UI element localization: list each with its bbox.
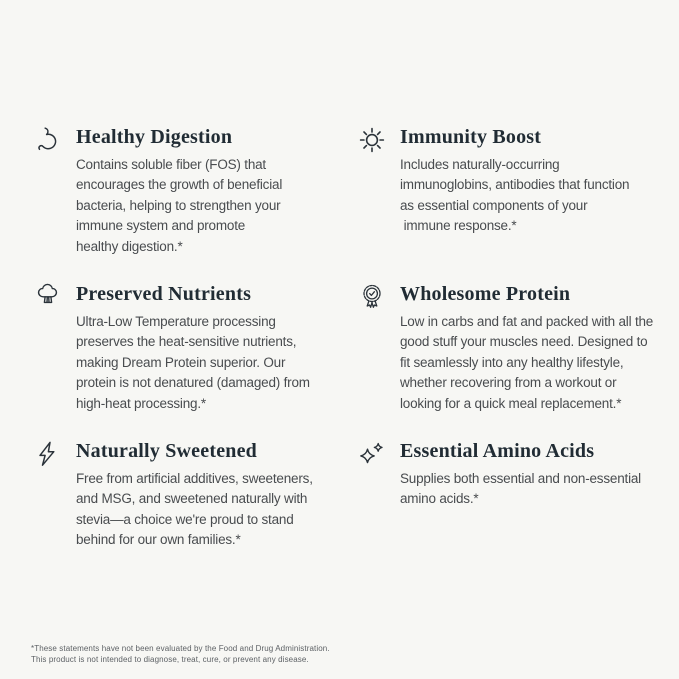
feature-text [400, 281, 653, 414]
feature-description-line: protein is not denatured (damaged) from [76, 375, 310, 391]
feature-description-line: preserves the heat-sensitive nutrients, [76, 334, 297, 350]
feature-description-line: stevia—a choice we're proud to stand [76, 511, 294, 527]
feature-description-line: Ultra-Low Temperature processing [76, 314, 276, 329]
feature-description-line: Contains soluble fiber (FOS) that [76, 157, 266, 172]
feature-description-line: whether recovering from a workout or [400, 375, 617, 391]
feature-description-line: making Dream Protein superior. Our [76, 354, 286, 370]
feature-description-line: looking for a quick meal replacement.* [400, 395, 622, 411]
disclaimer-line-1: *These statements have not been evaluated by the Food and Drug Administration. [31, 644, 330, 653]
sun-icon [357, 125, 387, 155]
feature-description-line: behind for our own families.* [76, 532, 241, 548]
feature-essential-amino-acids [357, 438, 641, 510]
feature-text [76, 438, 313, 551]
feature-text [400, 124, 629, 237]
feature-description-line: Free from artificial additives, sweeteners, [76, 471, 313, 486]
feature-description-line: immune response.* [400, 218, 517, 234]
feature-title: Healthy Digestion [76, 126, 233, 148]
lightning-icon [33, 439, 63, 469]
feature-title: Essential Amino Acids [400, 440, 595, 462]
broccoli-icon [33, 282, 63, 312]
feature-description-line: fit seamlessly into any healthy lifestyle, [400, 354, 624, 370]
feature-description-line: healthy digestion.* [76, 238, 183, 254]
award-icon [357, 282, 387, 312]
feature-description-line: amino acids.* [400, 491, 479, 507]
feature-description-line: and MSG, and sweetened naturally with [76, 491, 308, 507]
feature-text [400, 438, 641, 510]
feature-description-line: immunoglobins, antibodies that function [400, 177, 630, 193]
feature-description-line: high-heat processing.* [76, 395, 206, 411]
feature-description-line: as essential components of your [400, 197, 588, 213]
fda-disclaimer [31, 643, 330, 665]
feature-title: Preserved Nutrients [76, 283, 252, 305]
feature-text [76, 281, 310, 414]
feature-wholesome-protein [357, 281, 653, 414]
feature-text [76, 124, 282, 257]
feature-description-line: bacteria, helping to strengthen your [76, 197, 281, 213]
feature-healthy-digestion [33, 124, 282, 257]
feature-description-line: Low in carbs and fat and packed with all the [400, 314, 654, 329]
feature-description-line: Supplies both essential and non-essential [400, 471, 641, 486]
feature-description-line: immune system and promote [76, 218, 246, 234]
feature-description-line: Includes naturally-occurring [400, 157, 560, 172]
feature-description-line: good stuff your muscles need. Designed to [400, 334, 648, 350]
feature-naturally-sweetened [33, 438, 313, 551]
feature-immunity-boost [357, 124, 629, 237]
disclaimer-line-2: This product is not intended to diagnose, treat, cure, or prevent any disease. [31, 655, 309, 664]
feature-description-line: encourages the growth of beneficial [76, 177, 283, 193]
stomach-icon [33, 125, 63, 155]
feature-title: Immunity Boost [400, 126, 542, 148]
sparkles-icon [357, 439, 387, 469]
feature-title: Naturally Sweetened [76, 440, 257, 462]
feature-title: Wholesome Protein [400, 283, 571, 305]
feature-preserved-nutrients [33, 281, 310, 414]
